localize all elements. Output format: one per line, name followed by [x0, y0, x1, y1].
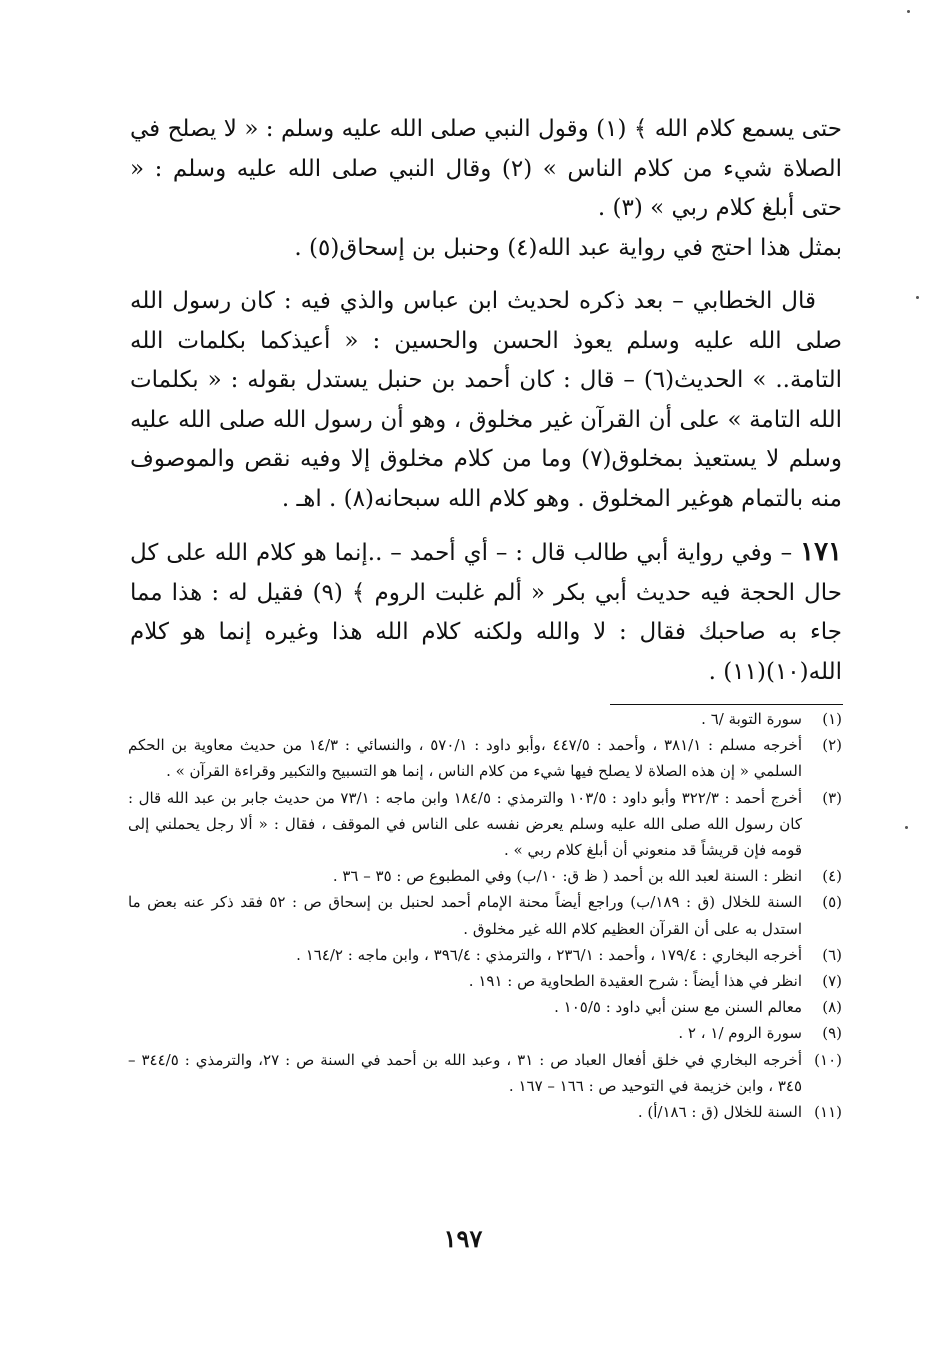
footnote-text: سورة التوبة /٦ . [701, 710, 802, 728]
footnote [128, 942, 842, 968]
footnote-number: (٩) [822, 1024, 842, 1043]
paragraph-1: حتى يسمع كلام الله ﴾ (١) وقول النبي صلى الله عليه وسلم : « لا يصلح في الصلاة شيء من كلام الناس » (٢) وقال النبي صلى الله عليه وسلم : « حتى أبلغ كلام ربي » (٣) . [130, 116, 842, 221]
footnotes [128, 706, 842, 1125]
footnote-text: انظر : السنة لعبد الله بن أحمد ( ظ ق: ١٠/ب) وفي المطبوع ص : ٣٥ – ٣٦ . [332, 867, 802, 886]
footnote [128, 785, 842, 864]
footnote [128, 968, 842, 994]
footnote-number: (٧) [822, 972, 842, 991]
footnote-number: (٣) [822, 788, 842, 807]
footnote-text: أخرجه البخاري في خلق أفعال العباد ص : ٣١ ، وعبد الله بن أحمد في السنة ص : ٢٧، والترمذي : ٣٤٤/٥ – ٣٤٥ ، وابن خزيمة في التوحيد ص : ١٦٦ – ١٦٧ . [128, 1050, 802, 1095]
paragraph-4-text: – وفي رواية أبي طالب قال : – أي أحمد – ..إنما هو كلام الله على كل حال الحجة فيه حديث أبي بكر « ألم غلبت الروم ﴾ (٩) فقيل له : هذا مما جاء به صاحبك فقال : لا والله ولكنه كلام الله هذا وغيره إنما هو كلام الله(١٠)(١١) . [130, 540, 842, 685]
paragraph-4 [130, 533, 842, 692]
footnote-text: معالم السنن مع سنن أبي داود : ١٠٥/٥ . [554, 998, 802, 1017]
paragraph-2: بمثل هذا احتج في رواية عبد الله(٤) وحنبل بن إسحاق(٥) . [294, 234, 842, 261]
footnote [128, 863, 842, 889]
footnote-text: أخرجه البخاري : ١٧٩/٤ ، وأحمد : ٢٣٦/١ ، والترمذي : ٣٩٦/٤ ، وابن ماجه : ١٦٤/٢ . [296, 945, 802, 964]
footnote-text: أخرجه مسلم : ٣٨١/١ ، وأحمد : ٤٤٧/٥ ،وأبو داود : ٥٧٠/١ ، والنسائي : ١٤/٣ من حديث معاوية بن الحكم السلمي « إن هذه الصلاة لا يصلح فيها شيء من كلام الناس ، إنما هو التسبيح والتكبير وقراءة القرآن » . [128, 736, 802, 781]
main-text [130, 110, 842, 706]
footnote [128, 1020, 842, 1046]
footnote-text: السنة للخلال (ق : ١٨٩/ب) وراجع أيضاً محنة الإمام أحمد لحنبل بن إسحاق ص : ٥٢ فقد ذكر عنه بعض ما استدل به على أن القرآن العظيم كلام الله غير مخلوق . [128, 893, 802, 938]
footnote-number: (٨) [822, 998, 842, 1017]
page-number: ١٩٧ [443, 1224, 483, 1253]
footnote-text: سورة الروم /١ ، ٢ . [678, 1024, 802, 1043]
footnote-number: (٢) [822, 736, 842, 755]
footnote-separator [610, 704, 843, 705]
footnote [128, 732, 842, 784]
footnote-number: (١٠) [814, 1050, 842, 1069]
footnote [128, 1047, 842, 1099]
footnote-number: (٦) [822, 945, 842, 964]
scan-speck [905, 826, 908, 829]
footnote-text: السنة للخلال (ق : ١٨٦/أ) . [637, 1103, 802, 1122]
footnote [128, 994, 842, 1020]
paragraph-3-text: قال الخطابي – بعد ذكره لحديث ابن عباس والذي فيه : كان رسول الله صلى الله عليه وسلم يعوذ الحسن والحسين : « أعيذكما بكلمات الله التامة.. » الحديث(٦) – قال : كان أحمد بن حنبل يستدل بقوله : « بكلمات الله التامة » على أن القرآن غير مخلوق ، وهو أن رسول الله صلى الله عليه وسلم لا يستعيذ بمخلوق(٧) وما من كلام مخلوق إلا وفيه نقص والموصوف منه بالتمام هوغير المخلوق . وهو كلام الله سبحانه(٨) . اهـ . [130, 288, 842, 512]
footnote-number: (٤) [822, 867, 842, 886]
paragraph-3 [130, 282, 842, 519]
footnote-text: انظر في هذا أيضاً : شرح العقيدة الطحاوية ص : ١٩١ . [468, 972, 802, 991]
footnote [128, 706, 842, 732]
footnote-number: (١) [822, 710, 842, 728]
scan-speck [916, 296, 919, 299]
footnote [128, 889, 842, 941]
footnote-text: أخرج أحمد : ٣٢٢/٣ وأبو داود : ١٠٣/٥ والترمذي : ١٨٤/٥ وابن ماجه : ٧٣/١ من حديث جابر بن عبد الله قال : كان رسول الله صلى الله عليه وسلم يعرض نفسه على الناس في الموقف ، فقال : « ألا رجل يحملني إلى قومه فإن قريشاً قد منعوني أن أبلغ كلام ربي » . [128, 788, 802, 860]
scan-speck [907, 10, 910, 13]
footnote-number: (٥) [822, 893, 842, 912]
footnote-number: (١١) [814, 1103, 842, 1122]
section-number: ١٧١ [800, 537, 843, 567]
footnote [128, 1099, 842, 1125]
